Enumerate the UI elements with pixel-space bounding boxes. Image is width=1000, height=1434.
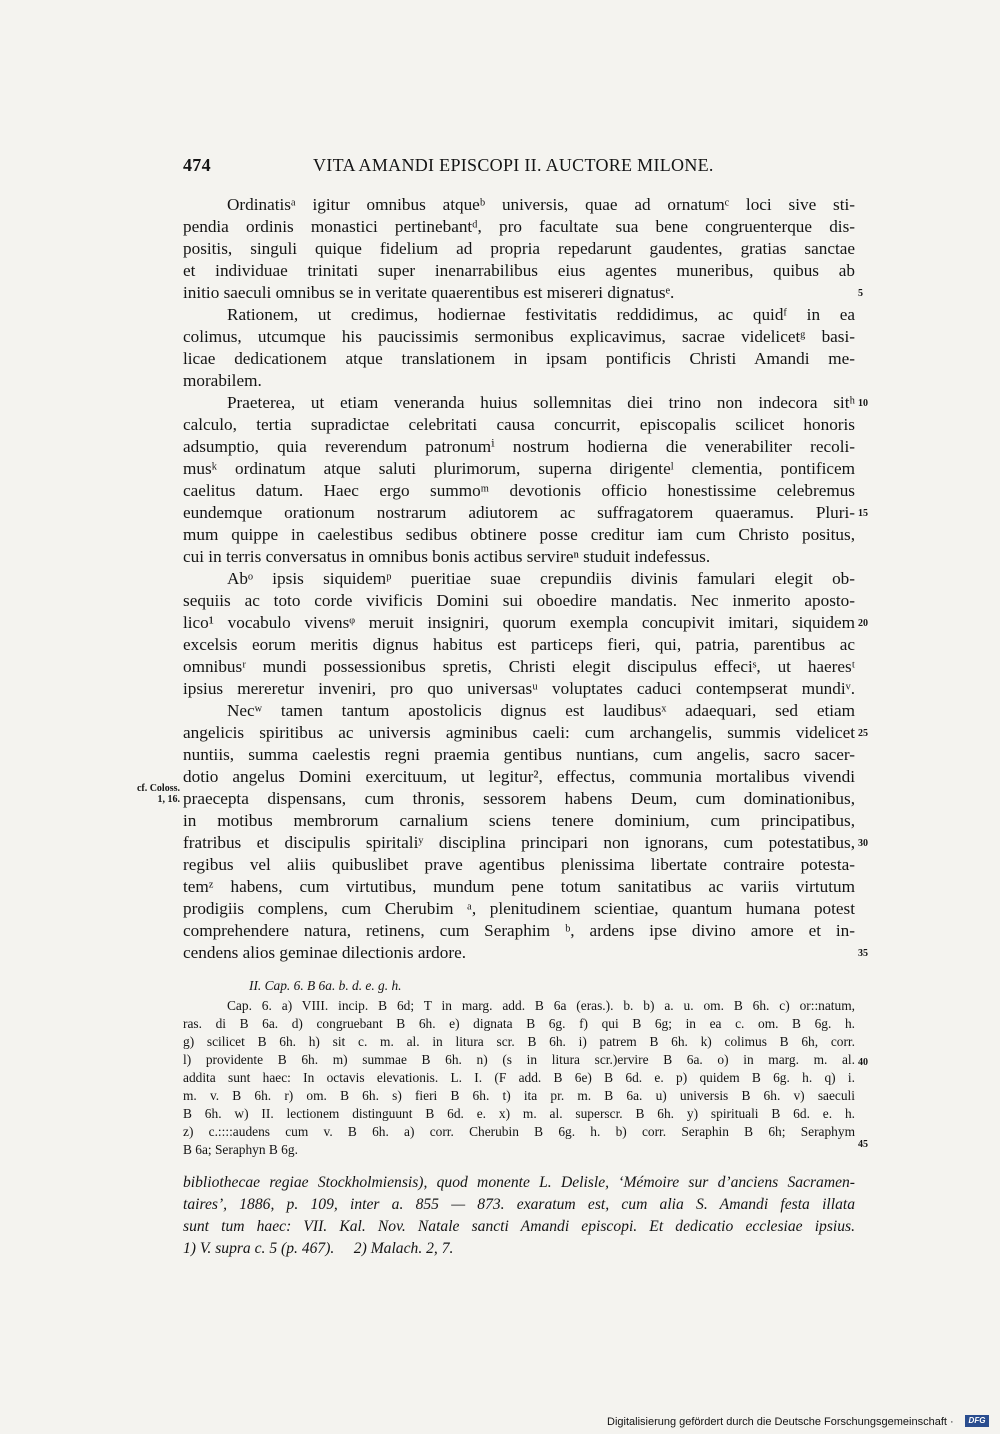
text-line: comprehendere natura, retinens, cum Seraphim ᵇ, ardens ipse divino amore et in-	[183, 921, 855, 940]
text-line: Rationem, ut credimus, hodiernae festivitatis reddidimus, ac quidᶠ in ea	[227, 305, 855, 324]
digitization-credit: Digitalisierung gefördert durch die Deutsche Forschungsgemeinschaft ·	[607, 1416, 954, 1428]
text-line: cendens alios geminae dilectionis ardore.	[183, 943, 467, 962]
text-line: Necʷ tamen tantum apostolicis dignus est laudibusˣ adaequari, sed etiam	[227, 701, 855, 720]
apparatus-line: m. v. B 6h. r) om. B 6h. s) fieri B 6h. t) ita pr. m. B 6a. u) universis B 6h. v) saeculi	[183, 1088, 855, 1103]
footnote-line: 1) V. supra c. 5 (p. 467). 2) Malach. 2, 7.	[183, 1240, 454, 1257]
text-line: morabilem.	[183, 371, 262, 390]
text-line: prodigiis complens, cum Cherubim ᵃ, plenitudinem scientiae, quantum humana potest	[183, 899, 855, 918]
text-line: Ordinatisᵃ igitur omnibus atqueᵇ universis, quae ad ornatumᶜ loci sive sti-	[227, 195, 855, 214]
text-line: calculo, tertia supradictae celebritati causa concurrit, episcopalis scilicet honoris	[183, 415, 855, 434]
text-line: excelsis eorum meritis dignus habitus est particeps fieri, qui, patria, parentibus ac	[183, 635, 855, 654]
text-line: caelitus datum. Haec ergo summoᵐ devotionis officio honestissime celebremus	[183, 481, 855, 500]
text-line: regibus vel aliis quibuslibet prave agentibus plenissima libertate contraire potesta-	[183, 855, 855, 874]
running-title: VITA AMANDI EPISCOPI II. AUCTORE MILONE.	[313, 155, 714, 175]
line-number: 5	[858, 288, 863, 299]
apparatus-line: ras. di B 6a. d) congruebant B 6h. e) dignata B 6g. f) qui B 6g; in ea c. om. B 6g. h.	[183, 1016, 855, 1031]
footnote-line: taires’, 1886, p. 109, inter a. 855 — 873. exaratum est, cum alia S. Amandi festa illata	[183, 1196, 855, 1213]
text-line: temᶻ habens, cum virtutibus, mundum pene totum sanitatibus ac variis virtutum	[183, 877, 855, 896]
margin-reference-line: cf. Coloss.	[136, 783, 180, 794]
text-line: praecepta dispensans, cum thronis, sessorem habens Deum, cum dominationibus,	[183, 789, 855, 808]
text-line: et individuae trinitati super inenarrabilibus eius agentes muneribus, quibus ab	[183, 261, 855, 280]
text-line: nuntiis, summa caelestis regni praemia gentibus nuntians, cum angelis, sacro sacer-	[183, 745, 855, 764]
apparatus-line: l) providente B 6h. m) summae B 6h. n) (s in litura scr.)ervire B 6a. o) in marg. m. al.	[183, 1052, 855, 1067]
text-line: dotio angelus Domini exercituum, ut legitur², effectus, communia mortalibus vivendi	[183, 767, 855, 786]
text-line: ipsius mereretur inveniri, pro quo universasᵘ voluptates caduci contempserat mundiᵛ.	[183, 679, 855, 698]
text-line: musᵏ ordinatum atque saluti plurimorum, superna dirigenteˡ clementia, pontificem	[183, 459, 855, 478]
footnote-line: sunt tum haec: VII. Kal. Nov. Natale sancti Amandi episcopi. Et dedicatio ecclesiae ipsius.	[183, 1218, 855, 1235]
text-line: licae dedicationem atque translationem in ipsam pontificis Christi Amandi me-	[183, 349, 855, 368]
margin-reference-line: 1, 16.	[157, 794, 180, 805]
line-number: 15	[858, 508, 868, 519]
line-number: 25	[858, 728, 868, 739]
text-line: mum quippe in caelestibus sedibus obtinere posse creditur iam cum Christo positus,	[183, 525, 855, 544]
apparatus-line: B 6a; Seraphyn B 6g.	[183, 1142, 298, 1157]
text-line: Praeterea, ut etiam veneranda huius sollemnitas diei trino non indecora sitʰ	[227, 393, 855, 412]
text-line: initio saeculi omnibus se in veritate quaerentibus est misereri dignatusᵉ.	[183, 283, 675, 302]
line-number: 30	[858, 838, 868, 849]
apparatus-line: g) scilicet B 6h. h) sit c. m. al. in litura scr. B 6h. i) patrem B 6h. k) colimus B 6h, corr.	[183, 1034, 855, 1049]
text-line: lico¹ vocabulo vivensᵠ meruit insigniri, quorum exempla concupivit imitari, siquidem	[183, 613, 855, 632]
text-line: adsumptio, quia reverendum patronumⁱ nostrum hodierna die venerabiliter recoli-	[183, 437, 855, 456]
dfg-logo: DFG	[965, 1415, 989, 1427]
page-number: 474	[183, 155, 211, 175]
text-line: colimus, utcumque his paucissimis sermonibus explicavimus, sacrae videlicetᵍ basi-	[183, 327, 855, 346]
line-number: 10	[858, 398, 868, 409]
footnote-line: bibliothecae regiae Stockholmiensis), quod monente L. Delisle, ‘Mémoire sur d’anciens Sacramen-	[183, 1174, 855, 1191]
apparatus-heading: II. Cap. 6. B 6a. b. d. e. g. h.	[249, 978, 402, 993]
text-line: pendia ordinis monastici pertinebantᵈ, pro facultate sua bene congruenterque dis-	[183, 217, 855, 236]
text-line: Abᵒ ipsis siquidemᵖ pueritiae suae crepundiis divinis famulari elegit ob-	[227, 569, 855, 588]
text-line: fratribus et discipulis spiritaliʸ disciplina principari non ignorans, cum potestatibus,	[183, 833, 855, 852]
line-number: 20	[858, 618, 868, 629]
text-line: in motibus membrorum carnalium sciens tenere dominium, cum principatibus,	[183, 811, 855, 830]
line-number: 45	[858, 1139, 868, 1150]
apparatus-line: B 6h. w) II. lectionem distinguunt B 6d. e. x) m. al. superscr. B 6h. y) spirituali B 6d. e. h.	[183, 1106, 855, 1121]
text-line: positis, singuli quique fidelium ad propria repedarunt gaudentes, gratias sanctae	[183, 239, 855, 258]
text-line: sequiis ac toto corde vivificis Domini sui oboedire mandatis. Nec inmerito aposto-	[183, 591, 855, 610]
margin-reference	[116, 783, 180, 805]
text-line: cui in terris conversatus in omnibus bonis actibus servireⁿ studuit indefessus.	[183, 547, 711, 566]
apparatus-line: addita sunt haec: In octavis elevationis. L. I. (F add. B 6e) B 6d. e. p) quidem B 6g. h. q) i.	[183, 1070, 855, 1085]
line-number: 35	[858, 948, 868, 959]
text-line: omnibusʳ mundi possessionibus spretis, Christi elegit discipulus effeciˢ, ut haeresᵗ	[183, 657, 855, 676]
apparatus-line: Cap. 6. a) VIII. incip. B 6d; T in marg. add. B 6a (eras.). b. b) a. u. om. B 6h. c) or::natum,	[227, 998, 855, 1013]
text-line: eundemque orationum nostrarum adiutorem ac suffragatorem quaeramus. Pluri-	[183, 503, 855, 522]
line-number: 40	[858, 1057, 868, 1068]
text-line: angelicis spiritibus ac universis agminibus caeli: cum archangelis, summis videlicet	[183, 723, 855, 742]
apparatus-line: z) c.::::audens cum v. B 6h. a) corr. Cherubin B 6g. h. b) corr. Seraphin B 6h; Seraphym	[183, 1124, 855, 1139]
page-header	[183, 155, 855, 179]
